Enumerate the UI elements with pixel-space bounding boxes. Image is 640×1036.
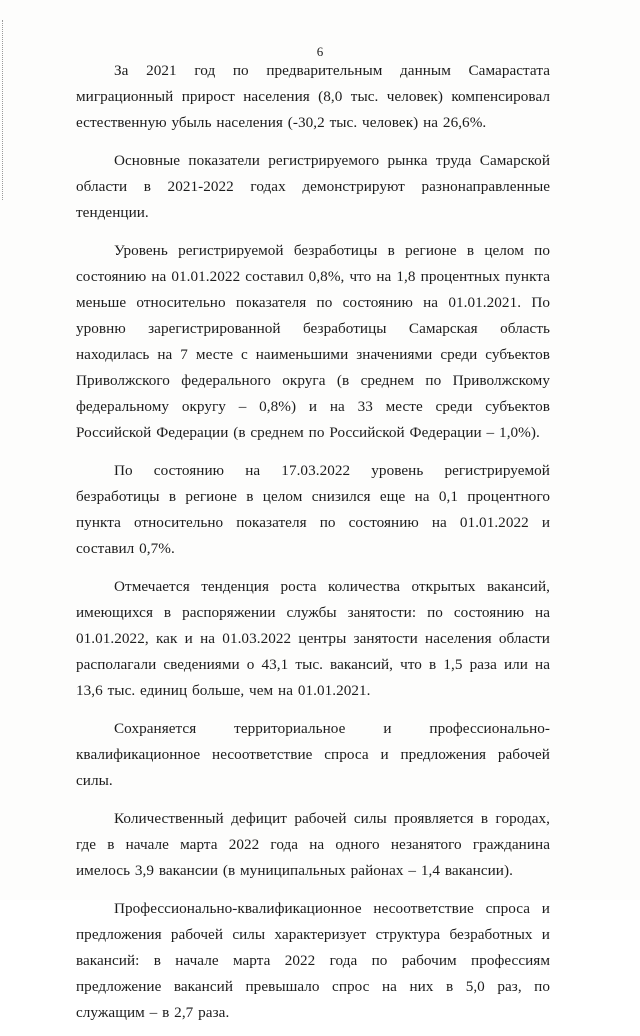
page-number: 6 xyxy=(316,44,324,59)
paragraph-quantitative-deficit: Количественный дефицит рабочей силы проявляется в городах, где в начале марта 2022 года на одного незанятого гражданина имелось 3,9 вакансии (в муниципальных районах – 1,4 вакансии). xyxy=(76,810,550,879)
document-body xyxy=(76,58,550,1036)
paragraph-unemployment-level: Уровень регистрируемой безработицы в регионе в целом по состоянию на 01.01.2022 составил 0,8%, что на 1,8 процентных пункта меньше относительно показателя по состоянию на 01.01.2021. По уровню зарегистрированной безработицы Самарская область находилась на 7 месте с наименьшими значениями среди субъектов Приволжского федерального округа (в среднем по Приволжскому федеральному округу – 0,8%) и на 33 месте среди субъектов Российской Федерации (в среднем по Российской Федерации – 1,0%). xyxy=(76,242,550,441)
paragraph-vacancies-growth: Отмечается тенденция роста количества открытых вакансий, имеющихся в распоряжении службы занятости: по состоянию на 01.01.2022, как и на 01.03.2022 центры занятости населения области располагали сведениями о 43,1 тыс. вакансий, что в 1,5 раза или на 13,6 тыс. единиц больше, чем на 01.01.2021. xyxy=(76,578,550,699)
paragraph-migration: За 2021 год по предварительным данным Самарастата миграционный прирост населения (8,0 тыс. человек) компенсировал естественную убыль населения (-30,2 тыс. человек) на 26,6%. xyxy=(76,62,550,131)
paragraph-unemployment-march: По состоянию на 17.03.2022 уровень регистрируемой безработицы в регионе в целом снизился еще на 0,1 процентного пункта относительно показателя по состоянию на 01.01.2022 и составил 0,7%. xyxy=(76,462,550,557)
paragraph-labor-market-overview: Основные показатели регистрируемого рынка труда Самарской области в 2021-2022 годах демонстрируют разнонаправленные тенденции. xyxy=(76,152,550,221)
paragraph-territorial-mismatch: Сохраняется территориальное и профессионально-квалификационное несоответствие спроса и предложения рабочей силы. xyxy=(76,720,550,789)
paragraph-qualification-mismatch: Профессионально-квалификационное несоответствие спроса и предложения рабочей силы характеризует структура безработных и вакансий: в начале марта 2022 года по рабочим профессиям предложение вакансий превышало спрос на них в 5,0 раз, по служащим – в 2,7 раза. xyxy=(76,900,550,1021)
